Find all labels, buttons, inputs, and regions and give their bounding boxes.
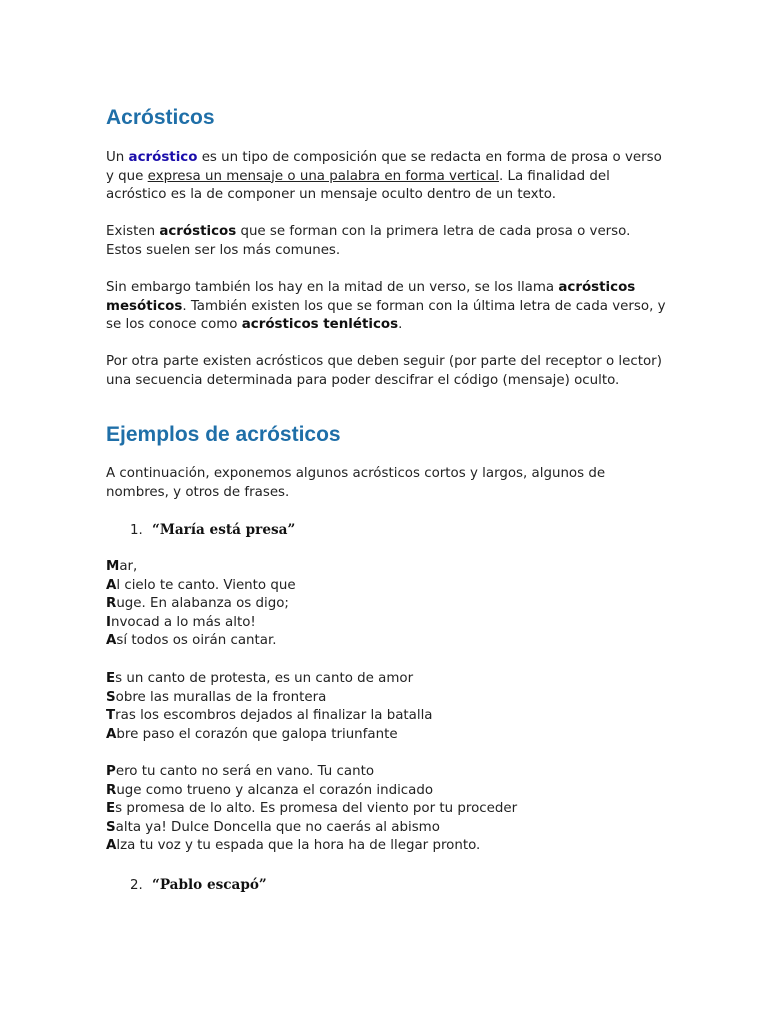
- bold-term: acrósticos: [159, 224, 237, 239]
- bold-term: acrósticos mesóticos: [106, 280, 636, 314]
- poem-line: Es promesa de lo alto. Es promesa del viento por tu proceder: [106, 801, 518, 817]
- poem-line: Invocad a lo más alto!: [106, 614, 256, 630]
- intro-paragraph: [106, 149, 666, 205]
- text-segment: .: [398, 317, 403, 333]
- text-segment: . También existen los que se forman con la última letra de cada verso, y se los conoce como: [106, 298, 666, 333]
- poem-line: Es un canto de protesta, es un canto de amor: [106, 671, 414, 686]
- text-segment: Existen: [106, 224, 160, 239]
- poem-line: Alza tu voz y tu espada que la hora ha de llegar pronto.: [106, 838, 481, 854]
- list-number: 1.: [130, 523, 143, 538]
- poem-line: Mar,: [106, 559, 138, 574]
- poem-line: Sobre las murallas de la frontera: [106, 689, 327, 705]
- bold-term: acrósticos tenléticos: [241, 317, 399, 333]
- poem-stanza-1: [106, 558, 666, 651]
- example-title-text: “María está presa”: [152, 522, 296, 538]
- poem-line: Tras los escombros dejados al finalizar la batalla: [106, 708, 433, 724]
- poem-line: Al cielo te canto. Viento que: [106, 577, 296, 593]
- text-segment: que se forman con la primera letra de cada prosa o verso. Estos suelen ser los más comunes.: [106, 224, 631, 258]
- paragraph-secuencia: Por otra parte existen acrósticos que deben seguir (por parte del receptor o lector) una secuencia determinada para poder descifrar el código (mensaje) oculto.: [106, 354, 662, 388]
- text-segment: Un: [106, 150, 129, 165]
- example-title-text: “Pablo escapó”: [152, 877, 267, 893]
- poem-stanza-2: [106, 670, 666, 744]
- section-heading-ejemplos: Ejemplos de acrósticos: [106, 423, 341, 446]
- poem-line: Pero tu canto no será en vano. Tu canto: [106, 764, 375, 779]
- underlined-phrase: expresa un mensaje o una palabra en forma vertical: [147, 168, 499, 184]
- poem-line: Salta ya! Dulce Doncella que no caerás al abismo: [106, 819, 440, 835]
- example-2-title: [130, 876, 267, 896]
- poem-line: Ruge. En alabanza os digo;: [106, 596, 289, 612]
- poem-line: Abre paso el corazón que galopa triunfante: [106, 726, 398, 742]
- poem-line: Ruge como trueno y alcanza el corazón indicado: [106, 782, 434, 798]
- example-1-title: [130, 521, 295, 541]
- text-segment: Sin embargo también los hay en la mitad de un verso, se los llama: [106, 280, 559, 295]
- paragraph-existen: [106, 223, 666, 260]
- text-segment: . La finalidad del acróstico es la de componer un mensaje oculto dentro de un texto.: [106, 168, 610, 203]
- acrostico-link[interactable]: acróstico: [128, 150, 198, 165]
- paragraph-mesoticos: [106, 279, 666, 335]
- poem-line: Así todos os oirán cantar.: [106, 633, 277, 649]
- paragraph-continuacion: A continuación, exponemos algunos acrósticos cortos y largos, algunos de nombres, y otros de frases.: [106, 466, 606, 500]
- list-number: 2.: [130, 878, 143, 893]
- text-segment: es un tipo de composición que se redacta en forma de prosa o verso y que: [106, 150, 662, 184]
- section-heading-acrosticos: Acrósticos: [106, 106, 215, 129]
- poem-stanza-3: [106, 763, 666, 856]
